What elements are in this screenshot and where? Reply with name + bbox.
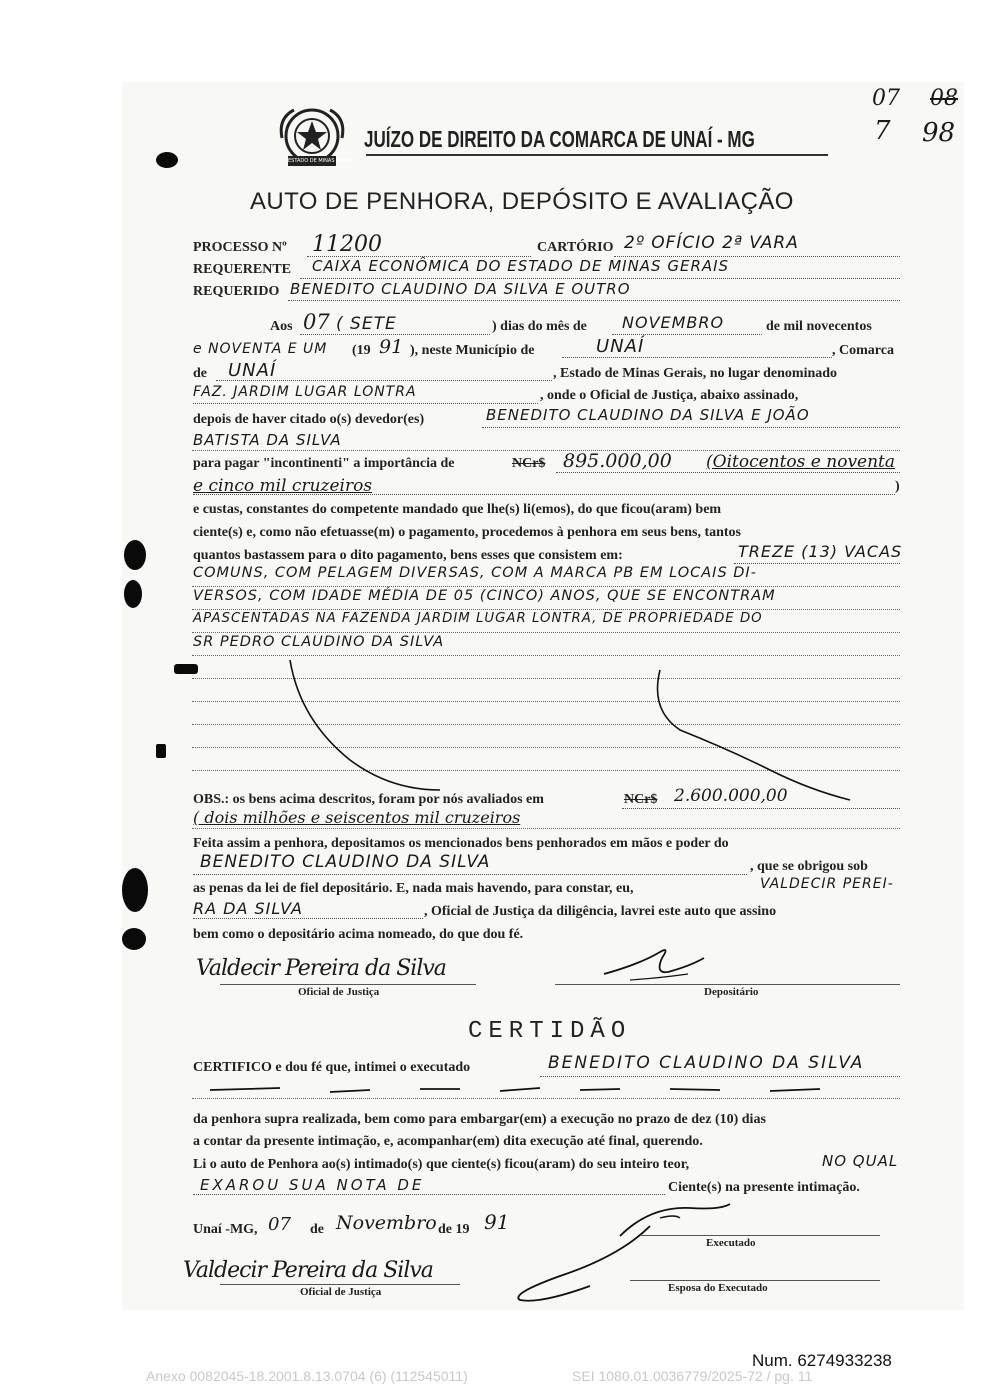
cartorio-label: CARTÓRIO	[537, 240, 614, 255]
amount-words-1: (Oitocentos e noventa	[706, 452, 896, 472]
li-auto: Li o auto de Penhora ao(s) intimado(s) que ciente(s) ficou(aram) do seu inteiro teor,	[193, 1157, 690, 1172]
obs-words: ( dois milhões e seiscentos mil cruzeiros	[193, 808, 521, 827]
lugar-value: FAZ. JARDIM LUGAR LONTRA	[193, 384, 417, 400]
nota-2: EXAROU SUA NOTA DE	[200, 1176, 425, 1194]
certifico-text: CERTIFICO e dou fé que, intimei o executado	[193, 1060, 471, 1075]
scan-blot-3	[124, 580, 142, 608]
para-2: ciente(s) e, como não efetuasse(m) o pagamento, procedemos à penhora em seus bens, tantos	[193, 525, 742, 540]
obs-label: OBS.: os bens acima descritos, foram por nós avaliados em	[193, 792, 544, 807]
corner-note-2: 08	[930, 86, 958, 111]
amount-words-2: e cinco mil cruzeiros	[193, 476, 373, 496]
nota-1: NO QUAL	[822, 1152, 899, 1170]
oficial-name-2: RA DA SILVA	[193, 899, 303, 918]
close-paren: )	[895, 479, 900, 494]
processo-value: 11200	[312, 232, 382, 257]
ciente-text: Ciente(s) na presente intimação.	[668, 1180, 860, 1195]
neste-municipio: ), neste Município de	[410, 343, 535, 358]
scan-blot-1	[156, 152, 178, 168]
a-contar: a contar da presente intimação, e, acompanhar(em) dita execução até final, querendo.	[193, 1134, 703, 1149]
depois-text: depois de haver citado o(s) devedor(es)	[193, 412, 425, 427]
para-3: quantos bastassem para o dito pagamento, bens esses que consistem em:	[193, 548, 623, 563]
scan-blot-2	[124, 540, 146, 570]
as-penas: as penas da lei de fiel depositário. E, nada mais havendo, para constar, eu,	[193, 881, 634, 896]
currency: NCr$	[512, 456, 546, 471]
comarca-text: , Comarca	[832, 343, 894, 358]
corner-note-3: 7	[874, 116, 891, 146]
date-month: Novembro	[336, 1212, 437, 1234]
month-value: NOVEMBRO	[622, 313, 725, 332]
scan-blot-7	[122, 928, 146, 950]
blank-dashes	[200, 1080, 900, 1100]
corner-note-1: 07	[872, 86, 900, 111]
oficial-label-2: Oficial de Justiça	[300, 1286, 382, 1298]
feita-text: Feita assim a penhora, depositamos os mencionados bens penhorados em mãos e poder do	[193, 836, 729, 851]
obs-amount: 2.600.000,00	[674, 786, 788, 806]
dias-do-mes: ) dias do mês de	[492, 319, 587, 334]
requerido-label: REQUERIDO	[193, 284, 280, 299]
executado-label: Executado	[706, 1237, 756, 1249]
doc-title: AUTO DE PENHORA, DEPÓSITO E AVALIAÇÃO	[250, 188, 794, 215]
de-19: de 19	[438, 1222, 470, 1237]
day-word: ( SETE	[336, 314, 397, 334]
bens-3: VERSOS, COM IDADE MÉDIA DE 05 (CINCO) ANOS, QUE SE ENCONTRAM	[193, 588, 776, 604]
estado-lugar: , Estado de Minas Gerais, no lugar denominado	[553, 366, 838, 381]
scan-blot-5	[156, 744, 166, 758]
date-day: 07	[268, 1214, 291, 1235]
se-obrigou: , que se obrigou sob	[750, 859, 868, 874]
da-penhora: da penhora supra realizada, bem como para embargar(em) a execução no prazo de dez (10) dias	[193, 1112, 766, 1127]
para-pagar: para pagar "incontinenti" a importância de	[193, 456, 455, 471]
scan-blot-4	[174, 664, 198, 674]
cartorio-value: 2º OFÍCIO 2ª VARA	[624, 233, 799, 253]
de-1: de	[310, 1222, 324, 1237]
para-1: e custas, constantes do competente mandado que lhe(s) li(emos), do que ficou(aram) bem	[193, 502, 722, 517]
requerente-label: REQUERENTE	[193, 262, 292, 277]
aos-text: Aos	[270, 319, 293, 334]
esposa-label: Esposa do Executado	[668, 1282, 768, 1294]
bens-2: COMUNS, COM PELAGEM DIVERSAS, COM A MARCA PB EM LOCAIS DI-	[193, 565, 757, 581]
footer-num: Num. 6274933238	[752, 1351, 892, 1370]
year-words: e NOVENTA E UM	[193, 341, 328, 357]
certidao-title: CERTIDÃO	[468, 1018, 632, 1045]
day-num: 07	[303, 310, 330, 334]
corner-note-4: 98	[922, 118, 956, 148]
requerido-value: BENEDITO CLAUDINO DA SILVA E OUTRO	[290, 280, 631, 298]
comarca-value: UNAÍ	[228, 360, 277, 381]
court-title: JUÍZO DE DIREITO DA COMARCA DE UNAÍ - MG	[364, 126, 755, 152]
depositario-label: Depositário	[704, 986, 759, 998]
depositario-name: BENEDITO CLAUDINO DA SILVA	[200, 852, 491, 872]
oficial-signature-1: Valdecir Pereira da Silva	[196, 956, 446, 981]
footer-anexo: Anexo 0082045-18.2001.8.13.0704 (6) (112545011)	[146, 1368, 468, 1384]
depositario-signature	[600, 944, 710, 988]
state-seal-icon	[274, 104, 355, 170]
obs-currency: NCr$	[624, 792, 658, 807]
requerente-value: CAIXA ECONÔMICA DO ESTADO DE MINAS GERAIS	[312, 257, 730, 275]
title-underline	[366, 154, 828, 156]
municipio-value: UNAÍ	[596, 336, 645, 357]
oficial-label-1: Oficial de Justiça	[298, 986, 380, 998]
seal-text: ESTADO DE MINAS GERAIS	[288, 158, 355, 164]
oficial-name-1: VALDECIR PEREI-	[760, 876, 894, 892]
bem-como: bem como o depositário acima nomeado, do que dou fé.	[193, 927, 524, 942]
footer-sei: SEI 1080.01.0036779/2025-72 / pg. 11	[572, 1368, 813, 1384]
de-mil: de mil novecentos	[766, 319, 872, 334]
devedor-value-2: BATISTA DA SILVA	[193, 431, 342, 449]
amount-value: 895.000,00	[563, 450, 672, 472]
year-num: 91	[379, 336, 404, 358]
bens-1: TREZE (13) VACAS	[738, 542, 903, 561]
year-open: (19	[352, 343, 371, 358]
devedor-value-1: BENEDITO CLAUDINO DA SILVA E JOÃO	[486, 406, 810, 424]
executado-name: BENEDITO CLAUDINO DA SILVA	[548, 1053, 865, 1073]
date-year: 91	[484, 1210, 510, 1234]
processo-label: PROCESSO Nº	[193, 240, 287, 255]
onde-oficial: , onde o Oficial de Justiça, abaixo assinado,	[540, 388, 799, 403]
oficial-signature-2: Valdecir Pereira da Silva	[183, 1258, 433, 1283]
scan-blot-6	[122, 868, 148, 912]
unai-text: Unaí -MG,	[193, 1222, 258, 1237]
oficial-diligencia: , Oficial de Justiça da diligência, lavrei este auto que assino	[424, 904, 777, 919]
bens-4: APASCENTADAS NA FAZENDA JARDIM LUGAR LONTRA, DE PROPRIEDADE DO	[193, 611, 763, 626]
de-text: de	[193, 366, 207, 381]
bens-5: SR PEDRO CLAUDINO DA SILVA	[193, 634, 445, 650]
